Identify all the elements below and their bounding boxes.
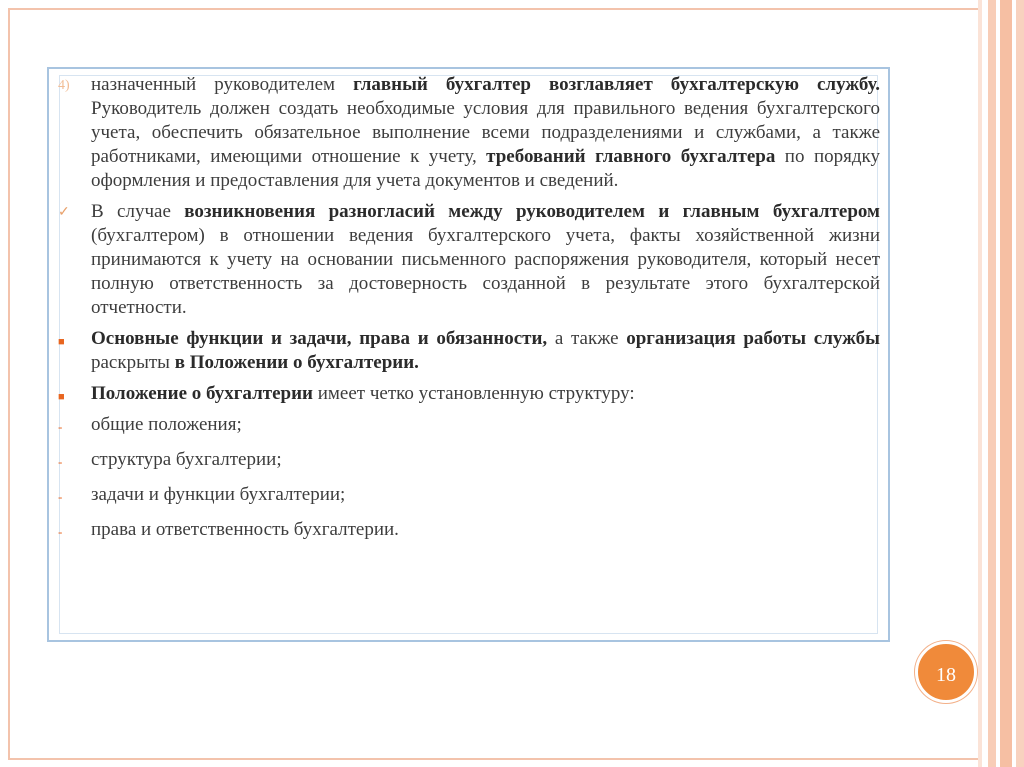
list-item [58,413,880,437]
text-segment: (бухгалтером) в отношении ведения бухгалтерского учета, факты хозяйственной жизни принимаются к учету на основании письменного распоряжения руководителя, который несет полную ответственность за достоверность созданной в результате этого бухгалтерской отчетности. [91,225,880,318]
dash-marker: - [58,489,63,504]
bullet-marker: ■ [58,336,65,348]
list-item [58,483,880,507]
bold-text-segment: Положение о бухгалтерии [91,383,313,404]
dash-marker: - [58,524,63,539]
paragraph-item [58,200,880,320]
text-segment: раскрыты [91,352,175,373]
bold-text-segment: главный бухгалтер возглавляет бухгалтерскую службу. [353,74,880,95]
list-item-text: структура бухгалтерии; [91,449,282,470]
bullet-marker: 4) [58,78,70,93]
list-item [58,518,880,542]
bold-text-segment: организация работы службы [626,328,880,349]
text-segment: по порядку оформления и предоставления для учета документов и сведений. [91,146,880,191]
text-segment: имеет четко установленную структуру: [312,383,635,404]
page-number-badge: 18 [915,641,977,703]
dash-marker: - [58,419,63,434]
list-item-text: общие положения; [91,414,242,435]
text-segment: назначенный руководителем [91,74,354,95]
bold-text-segment: Основные функции и задачи, права и обязанности, [91,328,548,349]
dash-marker: - [58,454,63,469]
text-segment: В случае [91,201,185,222]
list-item [58,448,880,472]
text-segment: а также [547,328,627,349]
bold-text-segment: требований главного бухгалтера [486,146,776,167]
paragraph-item [58,382,880,406]
paragraph-item [58,73,880,193]
bold-text-segment: возникновения разногласий между руководителем и главным бухгалтером [184,201,880,222]
paragraph-list [58,73,880,406]
decorative-stripes [978,0,1024,767]
bold-text-segment: в Положении о бухгалтерии. [174,352,419,373]
structure-list [58,413,880,542]
list-item-text: задачи и функции бухгалтерии; [91,484,346,505]
text-segment: Руководитель должен создать необходимые условия для правильного ведения бухгалтерского учета, обеспечить обязательное выполнение всеми подразделениями и службами, а также работниками, имеющими отношение к учету, [91,98,880,167]
text-area [58,73,880,553]
bullet-marker: ■ [58,391,65,403]
paragraph-item [58,327,880,375]
bullet-marker: ✓ [58,205,70,220]
list-item-text: права и ответственность бухгалтерии. [91,519,399,540]
